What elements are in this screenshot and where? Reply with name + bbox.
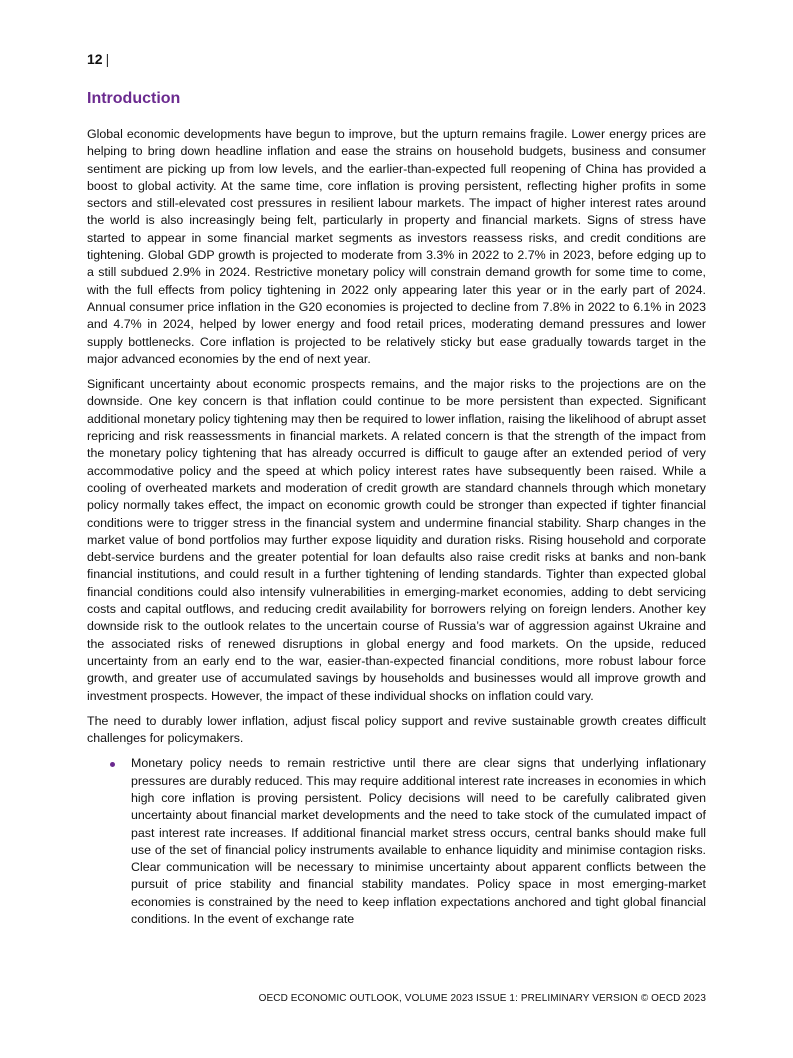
body-content xyxy=(87,126,706,928)
section-title: Introduction xyxy=(87,90,181,107)
policy-bullet-list xyxy=(87,755,706,928)
bullet-dot-icon xyxy=(110,762,115,767)
bullet-text: Monetary policy needs to remain restrictive until there are clear signs that underlying inflationary pressures are durably reduced. This may require additional interest rate increases in economies in which high core inflation is proving persistent. Policy decisions will need to be carefully calibrated given uncertainty about financial market developments and the need to take stock of the cumulated impact of past interest rate increases. If additional financial market stress occurs, central banks should make full use of the set of financial policy instruments available to enhance liquidity and minimise contagion risks. Clear communication will be necessary to minimise uncertainty about apparent conflicts between the pursuit of price stability and financial stability mandates. Policy space in most emerging-market economies is constrained by the need to keep inflation expectations anchored and tight global financial conditions. In the event of exchange rate xyxy=(131,756,706,927)
page-number-separator: | xyxy=(105,51,110,67)
page-number xyxy=(87,51,109,68)
page-number-value: 12 xyxy=(87,51,103,67)
bullet-item-monetary-policy xyxy=(87,755,706,928)
paragraph-risks: Significant uncertainty about economic prospects remains, and the major risks to the projections are on the downside. One key concern is that inflation could continue to be more persistent than expected. Significant additional monetary policy tightening may then be required to lower inflation, raising the likelihood of abrupt asset repricing and risk reassessments in financial markets. A related concern is that the strength of the impact from the monetary policy tightening that has already occurred is difficult to gauge after an extended period of very accommodative policy and the speed at which policy interest rates have subsequently been raised. While a cooling of overheated markets and moderation of credit growth are standard channels through which monetary policy normally takes effect, the impact on economic growth could be stronger than expected if tighter financial conditions were to trigger stress in the financial system and undermine financial stability. Sharp changes in the market value of bond portfolios may further expose liquidity and duration risks. Rising household and corporate debt-service burdens and the greater potential for loan defaults also raise credit risks at banks and non-bank financial institutions, and could result in a further tightening of lending standards. Tighter than expected global financial conditions could also intensify vulnerabilities in emerging-market economies, adding to debt servicing costs and capital outflows, and reducing credit availability for borrowers relying on foreign lenders. Another key downside risk to the outlook relates to the uncertain course of Russia’s war of aggression against Ukraine and the associated risks of renewed disruptions in global energy and food markets. On the upside, reduced uncertainty from an early end to the war, easier-than-expected financial conditions, more robust labour force growth, and greater use of accumulated savings by households and businesses would all improve growth and investment prospects. However, the impact of these individual shocks on inflation could vary. xyxy=(87,377,706,703)
paragraph-outlook: Global economic developments have begun to improve, but the upturn remains fragile. Lower energy prices are helping to bring down headline inflation and ease the strains on household budgets, business and consumer sentiment are picking up from low levels, and the earlier-than-expected full reopening of China has provided a boost to global activity. At the same time, core inflation is proving persistent, reflecting higher profits in some sectors and still-elevated cost pressures in resilient labour markets. The impact of higher interest rates around the world is also increasingly being felt, particularly in property and financial markets. Signs of stress have started to appear in some financial market segments as investors reassess risks, and credit conditions are tightening. Global GDP growth is projected to moderate from 3.3% in 2022 to 2.7% in 2023, before edging up to a still subdued 2.9% in 2024. Restrictive monetary policy will constrain demand growth for some time to come, with the full effects from policy tightening in 2022 only appearing later this year or in the early part of 2024. Annual consumer price inflation in the G20 economies is projected to decline from 7.8% in 2022 to 6.1% in 2023 and 4.7% in 2024, helped by lower energy and food retail prices, moderating demand pressures and lower supply bottlenecks. Core inflation is projected to be relatively sticky but ease gradually towards target in the major advanced economies by the end of next year. xyxy=(87,127,706,366)
paragraph-policy-challenges: The need to durably lower inflation, adjust fiscal policy support and revive sustainable growth creates difficult challenges for policymakers. xyxy=(87,713,706,746)
page-footer: OECD ECONOMIC OUTLOOK, VOLUME 2023 ISSUE 1: PRELIMINARY VERSION © OECD 2023 xyxy=(258,993,706,1004)
